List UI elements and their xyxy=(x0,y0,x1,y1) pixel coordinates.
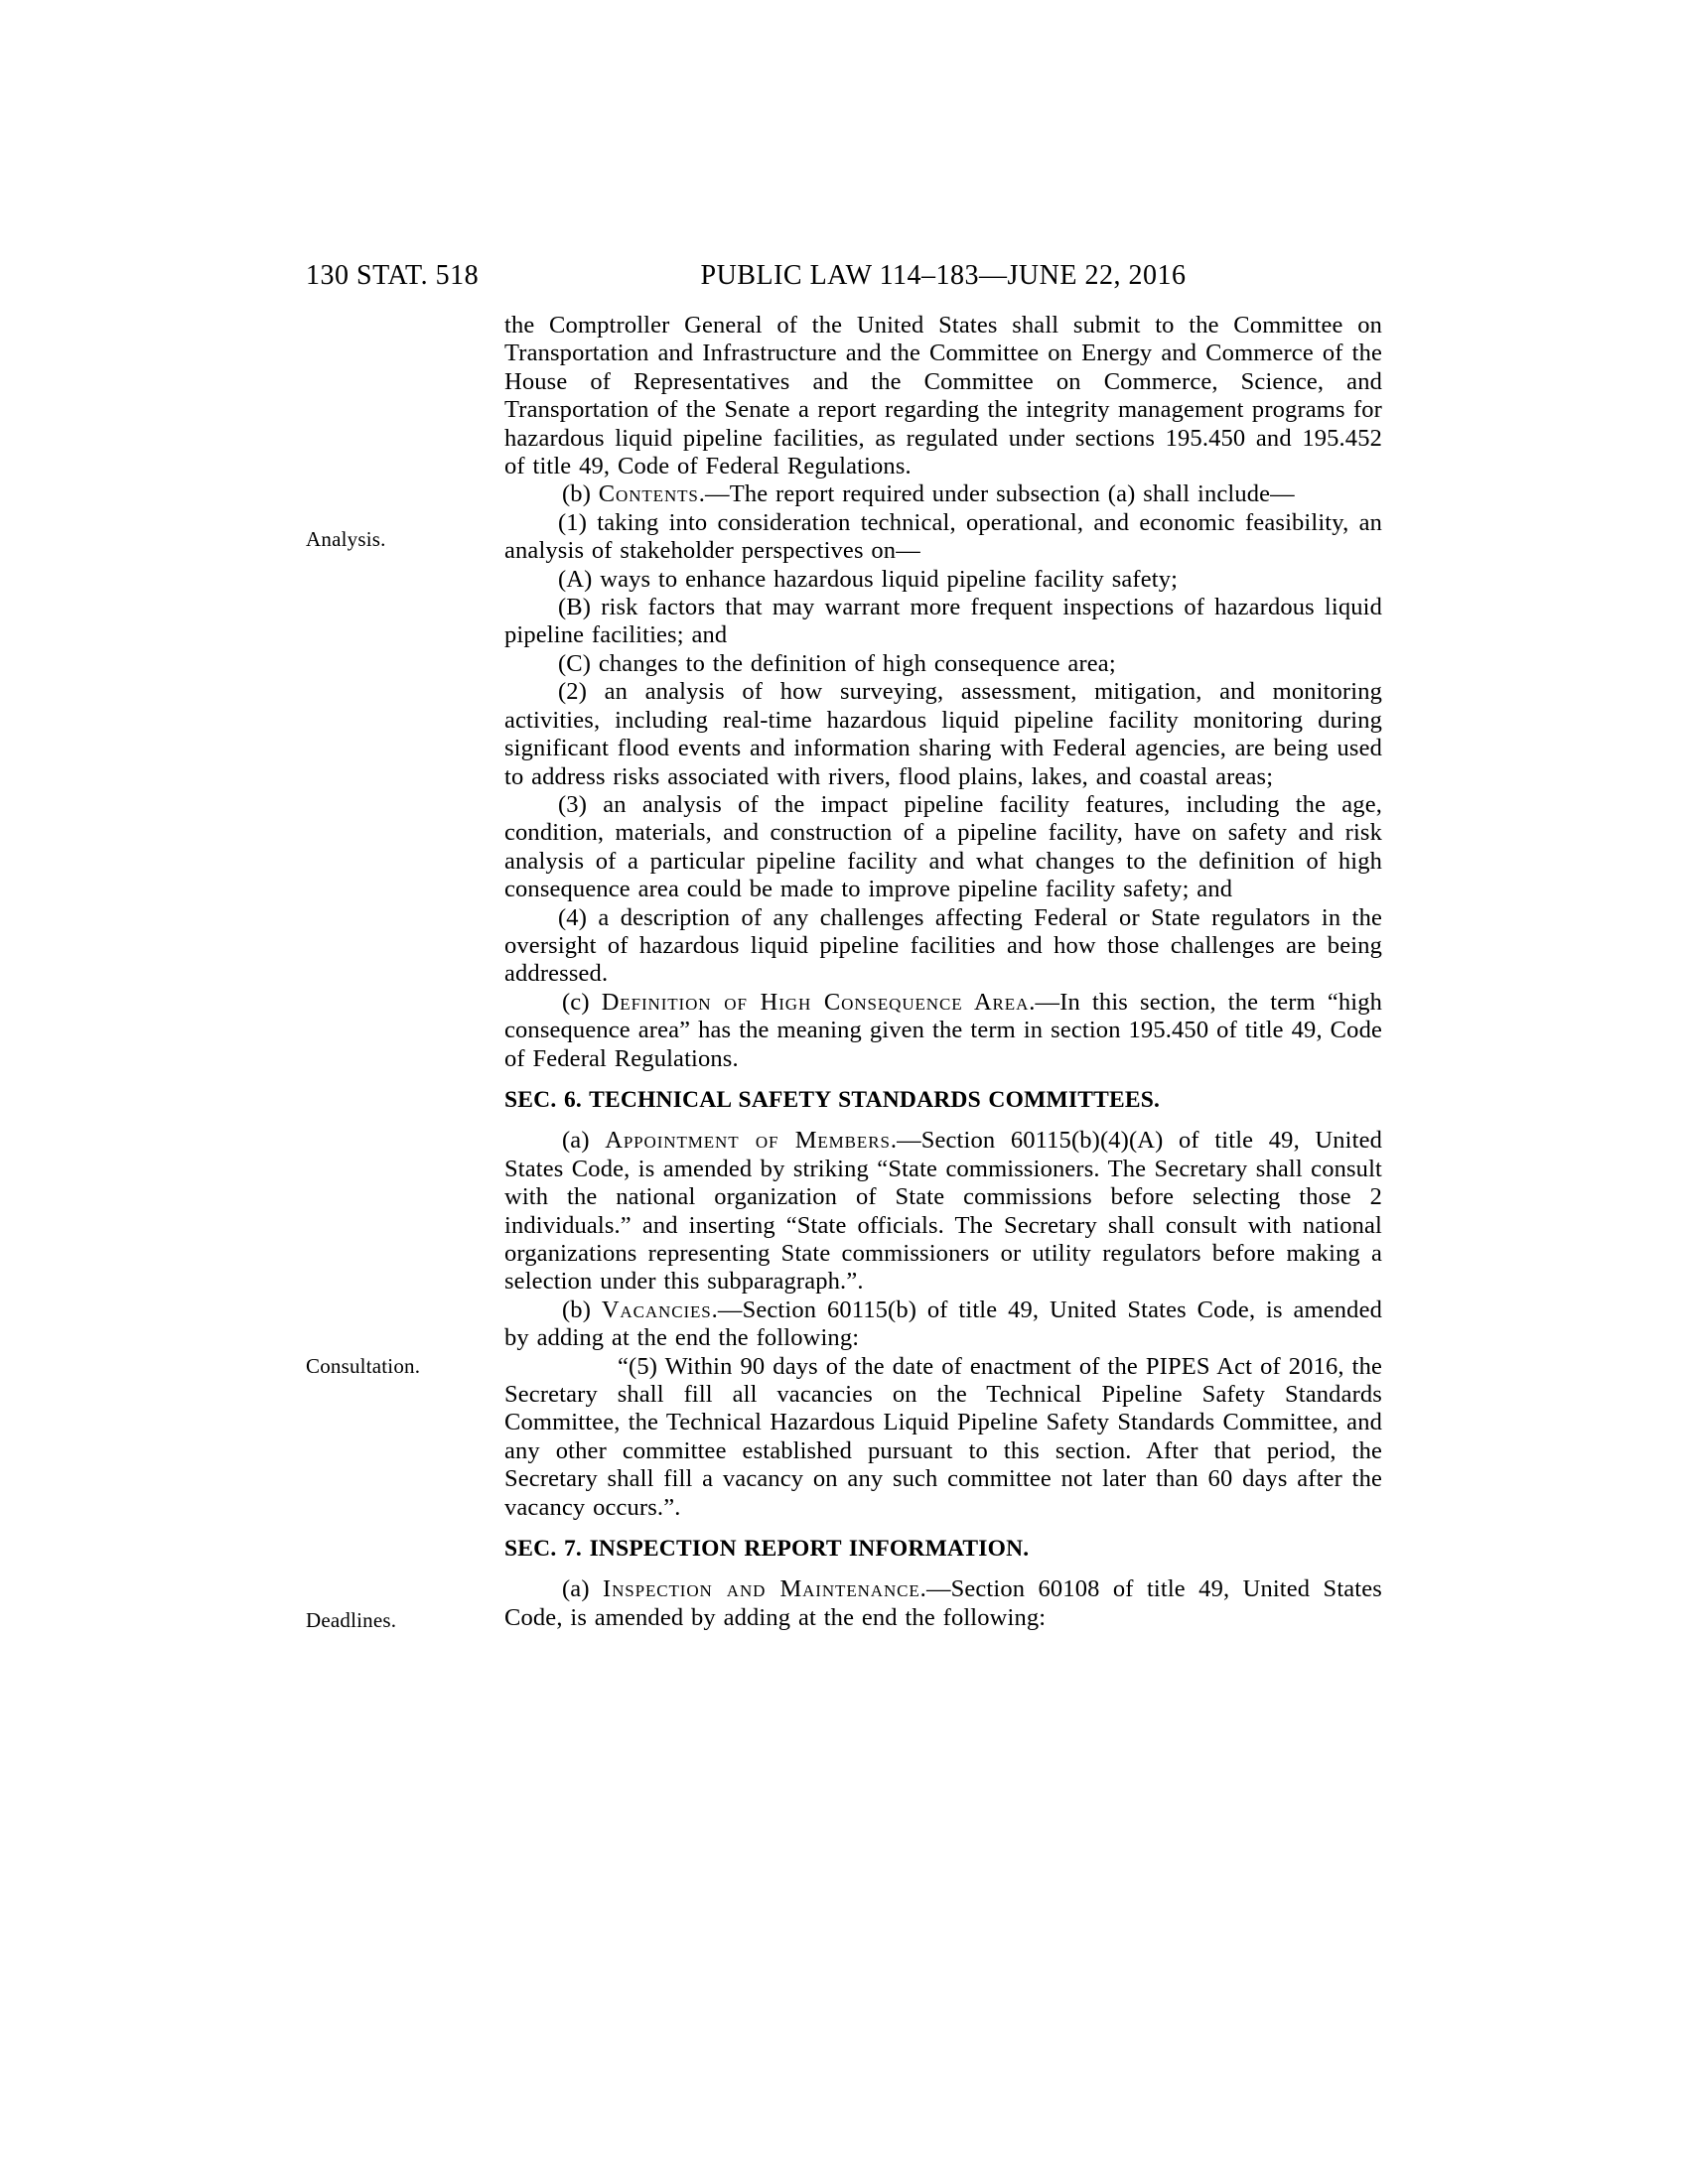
smallcaps-heading: Inspection and Maintenance xyxy=(603,1575,920,1603)
paragraph-text: .—In this section, the term “high consequence area” has the meaning given the term in section 195.450 of title 49, Code of Federal Regulations. xyxy=(504,988,1382,1072)
smallcaps-heading: Contents xyxy=(598,480,699,508)
paragraph-c-definition xyxy=(504,989,1382,1073)
smallcaps-heading: Definition of High Consequence Area xyxy=(601,988,1030,1016)
section-6-heading: SEC. 6. TECHNICAL SAFETY STANDARDS COMMITTEES. xyxy=(504,1086,1161,1113)
paragraph-a-appointment xyxy=(504,1127,1382,1296)
clause-2: (2) an analysis of how surveying, assessment, mitigation, and monitoring activities, including real-time hazardous liquid pipeline facility monitoring during significant flood events and information sharing with Federal agencies, are being used to address risks associated with rivers, flood plains, lakes, and coastal areas; xyxy=(504,678,1382,790)
clause-1A: (A) ways to enhance hazardous liquid pipeline facility safety; xyxy=(558,565,1179,593)
margin-note-consultation: Consultation. xyxy=(306,1354,421,1378)
clause-1C: (C) changes to the definition of high consequence area; xyxy=(558,649,1116,677)
paragraph-5-deadlines: “(5) Within 90 days of the date of enactment of the PIPES Act of 2016, the Secretary shall fill all vacancies on the Technical Pipeline Safety Standards Committee, the Technical Hazardous Liquid Pipeline Safety Standards Committee, and any other committee established pursuant to this section. After that period, the Secretary shall fill a vacancy on any such committee not later than 60 days after the vacancy occurs.”. xyxy=(504,1352,1382,1521)
paragraph-a-inspection xyxy=(504,1575,1382,1632)
margin-note-analysis: Analysis. xyxy=(306,527,386,551)
clause-label: (a) xyxy=(562,1575,604,1603)
clause-1B: (B) risk factors that may warrant more frequent inspections of hazardous liquid pipeline facilities; and xyxy=(504,594,1382,649)
clause-label: (a) xyxy=(562,1127,606,1155)
paragraph-text: .—The report required under subsection (a) shall include— xyxy=(698,480,1295,508)
clause-label: (c) xyxy=(562,988,602,1016)
clause-3: (3) an analysis of the impact pipeline facility features, including the age, condition, materials, and construction of a pipeline facility, have on safety and risk analysis of a particular pipeline facility and what changes to the definition of high consequence area could be made to improve pipeline facility safety; and xyxy=(504,790,1382,903)
paragraph-b-vacancies xyxy=(504,1297,1382,1353)
paragraph-text: .—Section 60115(b)(4)(A) of title 49, United States Code, is amended by striking “State commissioners. The Secretary shall consult with the national organization of State commissions before selecting those 2 individuals.” and inserting “State officials. The Secretary shall consult with national organizations representing State commissioners or utility regulators before making a selection under this subparagraph.”. xyxy=(504,1127,1383,1296)
clause-4: (4) a description of any challenges affecting Federal or State regulators in the oversight of hazardous liquid pipeline facilities and how those challenges are being addressed. xyxy=(504,903,1382,988)
clause-1: (1) taking into consideration technical, operational, and economic feasibility, an analysis of stakeholder perspectives on— xyxy=(504,508,1382,565)
section-7-heading: SEC. 7. INSPECTION REPORT INFORMATION. xyxy=(504,1536,1030,1563)
clause-label: (b) xyxy=(562,1296,602,1323)
header-law-title: PUBLIC LAW 114–183—JUNE 22, 2016 xyxy=(700,260,1187,291)
header-stat-number: 130 STAT. 518 xyxy=(306,260,480,291)
clause-label: (b) xyxy=(562,480,599,508)
paragraph-continuation: the Comptroller General of the United States shall submit to the Committee on Transportation and Infrastructure and the Committee on Energy and Commerce of the House of Representatives and the Committee on Commerce, Science, and Transportation of the Senate a report regarding the integrity management programs for hazardous liquid pipeline facilities, as regulated under sections 195.450 and 195.452 of title 49, Code of Federal Regulations. xyxy=(504,312,1382,480)
paragraph-text: .—Section 60115(b) of title 49, United States Code, is amended by adding at the end the following: xyxy=(504,1296,1382,1352)
paragraph-b-contents xyxy=(504,480,1382,508)
paragraph-text: .—Section 60108 of title 49, United States Code, is amended by adding at the end the following: xyxy=(504,1575,1382,1631)
smallcaps-heading: Appointment of Members xyxy=(605,1127,891,1155)
statute-text-column xyxy=(504,312,1382,1632)
smallcaps-heading: Vacancies xyxy=(601,1296,712,1323)
margin-note-deadlines: Deadlines. xyxy=(306,1608,397,1632)
